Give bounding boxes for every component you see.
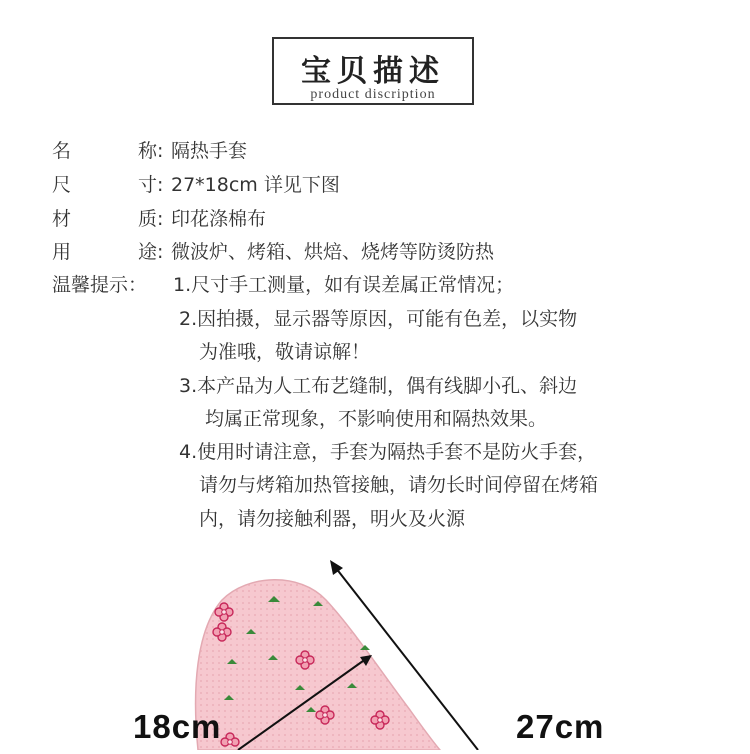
spec-label: 用途 — [52, 241, 157, 263]
tip-line: 3.本产品为人工布艺缝制，偶有线脚小孔、斜边 — [179, 375, 578, 397]
oven-mitt-illustration — [0, 540, 750, 750]
width-dimension-label: 18cm — [133, 708, 222, 745]
spec-colon: : — [157, 140, 164, 162]
spec-label: 材质 — [52, 208, 157, 230]
tip-line: 均属正常现象，不影响使用和隔热效果。 — [205, 408, 548, 430]
length-dimension-label: 27cm — [516, 708, 605, 745]
section-title-box — [272, 37, 474, 105]
tip-line: 2.因拍摄，显示器等原因，可能有色差，以实物 — [179, 308, 578, 330]
spec-row-name — [52, 136, 247, 163]
length-arrowhead — [330, 560, 343, 575]
section-title-cn: 宝贝描述 — [301, 54, 445, 89]
tip-line: 内，请勿接触利器，明火及火源 — [199, 508, 466, 530]
spec-row-material — [52, 204, 266, 231]
spec-colon: : — [157, 241, 164, 263]
spec-value: 隔热手套 — [171, 140, 248, 162]
spec-colon: : — [157, 174, 164, 196]
tip-line: 1.尺寸手工测量，如有误差属正常情况； — [173, 274, 515, 296]
spec-row-usage — [52, 237, 494, 264]
tips-label: 温馨提示： — [52, 274, 148, 296]
tip-line: 为准哦，敬请谅解！ — [199, 341, 371, 363]
spec-label: 名称 — [52, 140, 157, 162]
spec-colon: : — [157, 208, 164, 230]
spec-value: 微波炉、烤箱、烘焙、烧烤等防烫防热 — [171, 241, 495, 263]
spec-value: 印花涤棉布 — [171, 208, 267, 230]
spec-label: 尺寸 — [52, 174, 157, 196]
section-title-en: product discription — [310, 87, 436, 102]
tip-line: 4.使用时请注意，手套为隔热手套不是防火手套， — [179, 441, 597, 463]
tip-line: 请勿与烤箱加热管接触，请勿长时间停留在烤箱 — [199, 474, 599, 496]
product-image-area — [0, 540, 750, 750]
spec-value: 27*18cm 详见下图 — [171, 174, 340, 196]
spec-row-size — [52, 170, 340, 197]
